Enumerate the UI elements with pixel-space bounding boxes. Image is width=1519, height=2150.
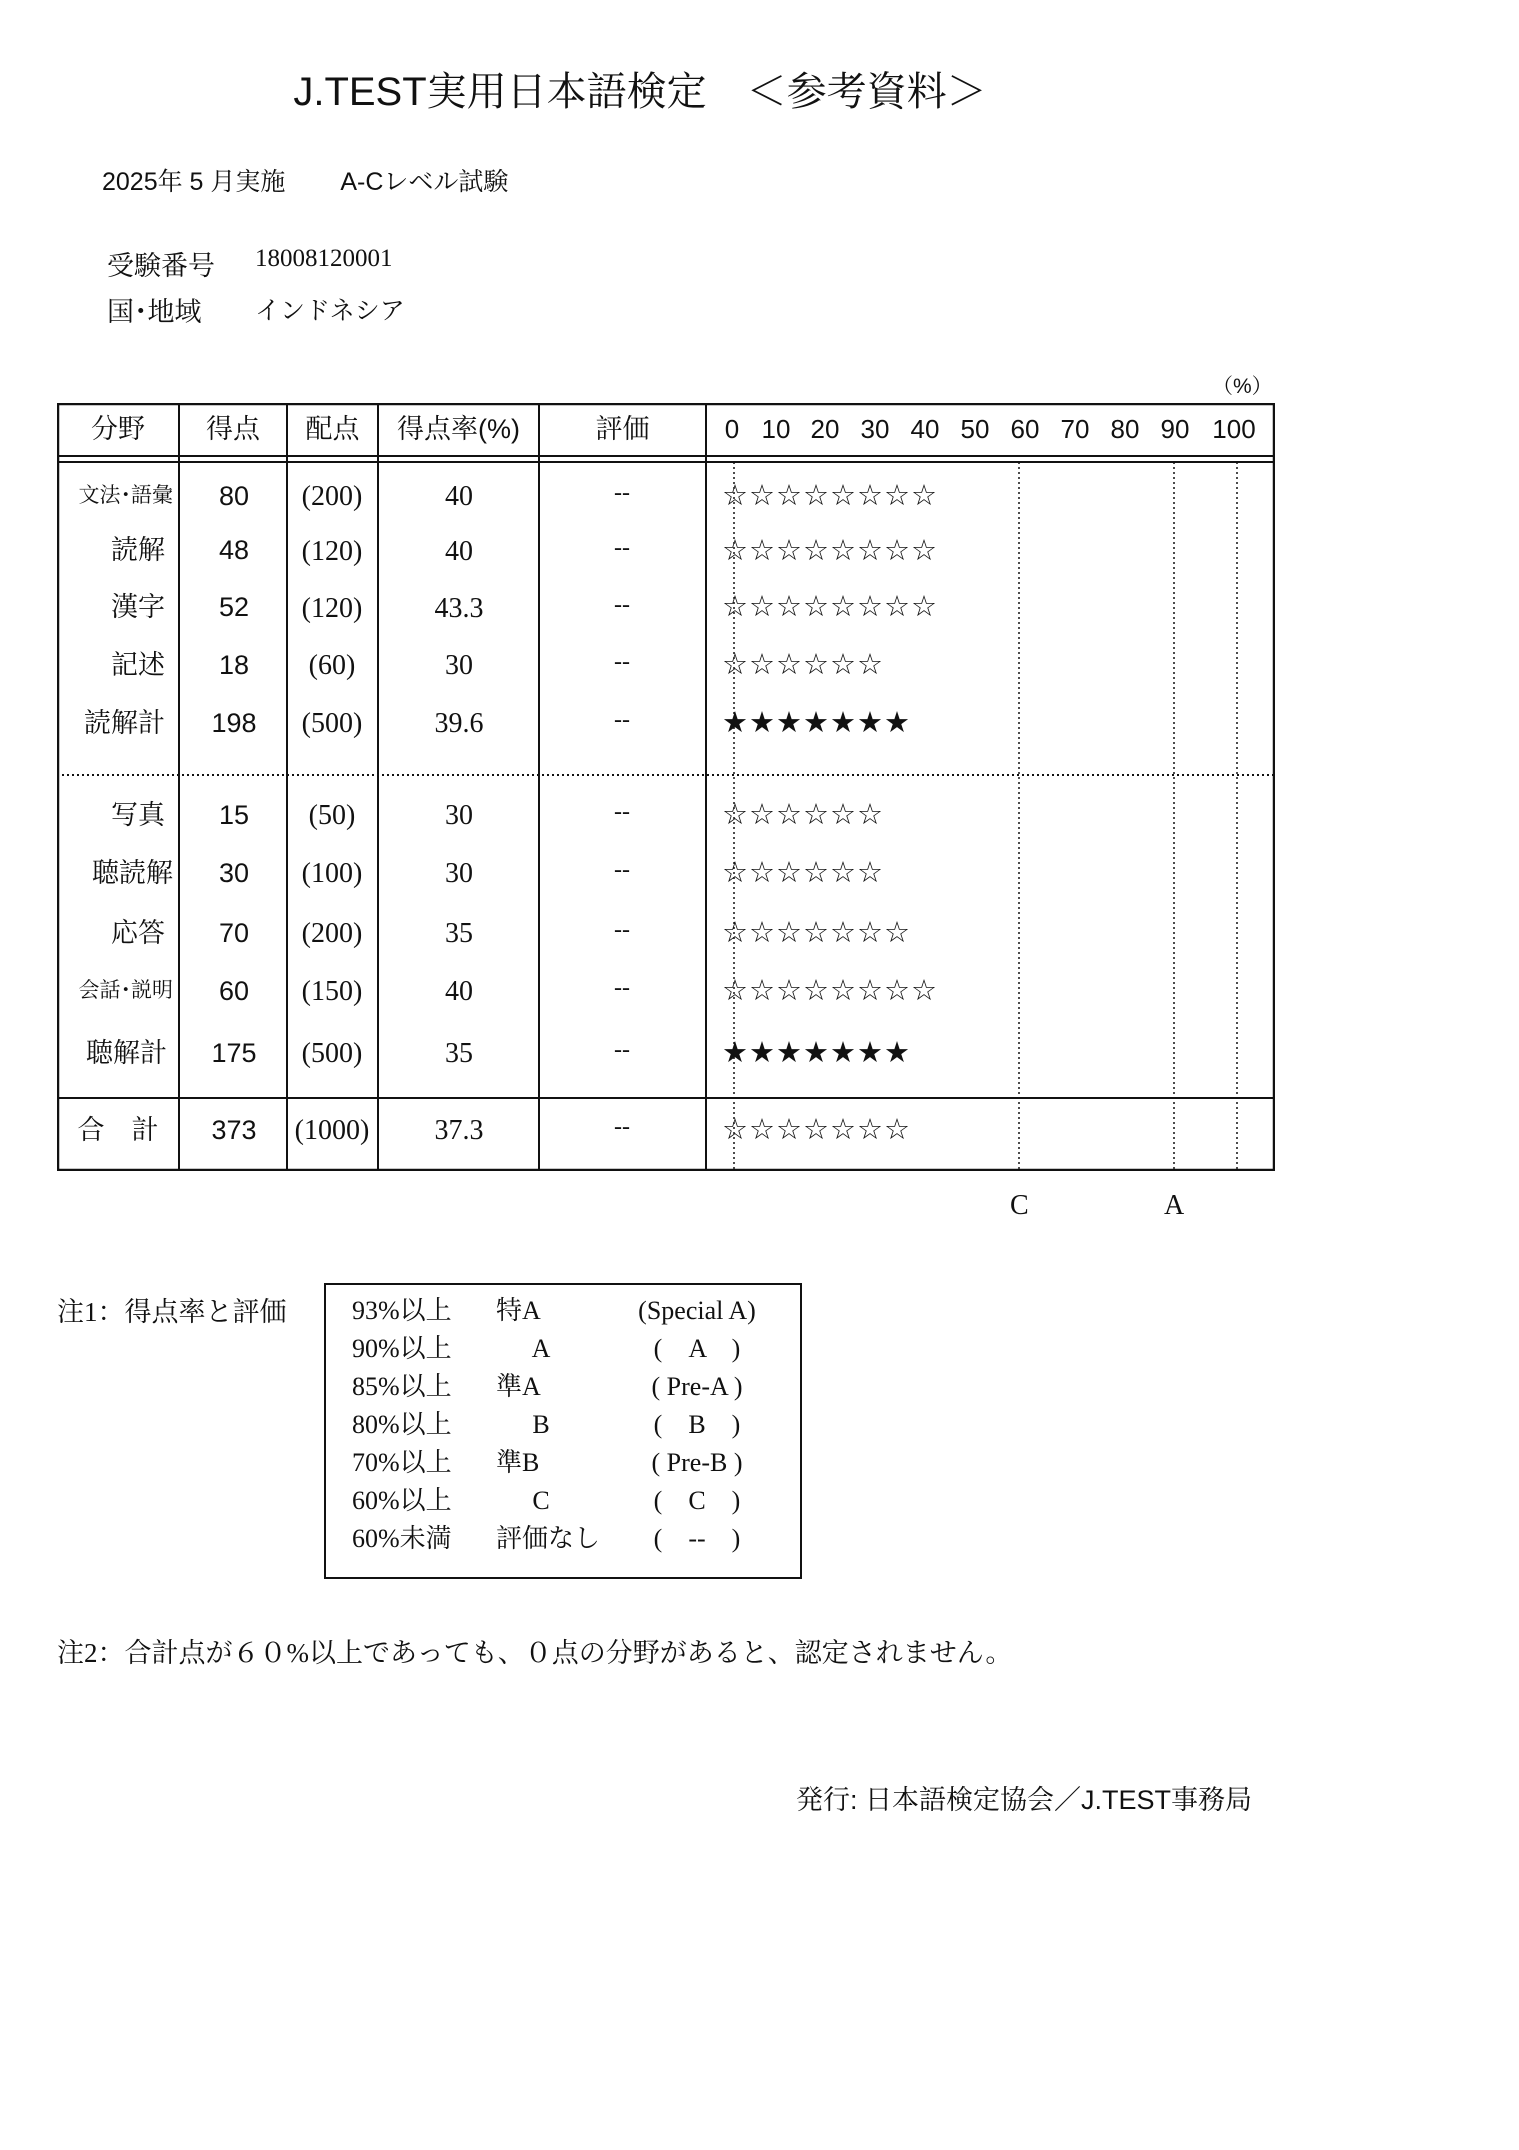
star-bar: ☆☆☆☆☆☆ [722, 857, 884, 889]
scale-tick: 70 [1060, 414, 1090, 444]
field-label: 聴解計 [86, 1038, 167, 1068]
legend-pct: 60%以上 [352, 1486, 452, 1515]
field-label: 読解計 [84, 708, 165, 738]
grade-marker-a: A [1164, 1190, 1185, 1221]
rate-value: 40 [445, 536, 473, 567]
scale-tick: 0 [724, 414, 740, 444]
rate-value: 40 [445, 481, 473, 512]
star-bar: ★★★★★★★ [722, 1037, 911, 1069]
field-label: 漢字 [111, 592, 165, 622]
legend-english: ( A ) [653, 1334, 741, 1363]
exam-info [102, 162, 556, 198]
max-value: (150) [301, 976, 363, 1007]
total-score: 373 [211, 1115, 257, 1145]
max-value: (200) [301, 918, 363, 949]
rate-value: 40 [445, 976, 473, 1007]
legend-english: ( C ) [653, 1486, 741, 1515]
max-value: (200) [301, 481, 363, 512]
field-label: 会話･説明 [78, 979, 173, 1002]
rate-value: 30 [445, 650, 473, 681]
total-grade: -- [614, 1114, 630, 1140]
total-max: (1000) [294, 1115, 370, 1146]
rate-value: 35 [445, 1038, 473, 1069]
legend-pct: 60%未満 [352, 1524, 452, 1553]
score-value: 52 [218, 592, 250, 622]
legend-english: (Special A) [638, 1296, 756, 1325]
star-bar: ★★★★★★★ [722, 707, 911, 739]
field-label: 文法･語彙 [78, 484, 173, 507]
max-value: (120) [301, 593, 363, 624]
legend-english: ( Pre-A ) [651, 1372, 743, 1401]
max-value: (500) [301, 1038, 363, 1069]
note1-label: 注1：得点率と評価 [57, 1297, 287, 1327]
scale-tick: 100 [1212, 414, 1256, 444]
percent-unit: （%） [1212, 375, 1273, 398]
rate-value: 30 [445, 858, 473, 889]
publisher: 発行: 日本語検定協会／J.TEST事務局 [796, 1785, 1253, 1815]
grade-value: -- [614, 480, 630, 506]
legend-grade: A [531, 1334, 551, 1363]
header-rate: 得点率(%) [397, 414, 520, 444]
page-title: J.TEST実用日本語検定 ＜参考資料＞ [293, 70, 987, 114]
scale-tick: 60 [1010, 414, 1040, 444]
star-bar: ☆☆☆☆☆☆☆☆ [722, 975, 938, 1007]
legend-grade: 準B [496, 1448, 540, 1477]
max-value: (500) [301, 708, 363, 739]
legend-grade: B [532, 1410, 550, 1439]
country-label: 国･地域 [107, 297, 202, 327]
field-label: 応答 [111, 918, 165, 948]
score-value: 48 [218, 535, 250, 565]
score-value: 30 [218, 858, 250, 888]
field-label: 記述 [111, 650, 165, 680]
header-max: 配点 [305, 414, 360, 444]
candidate-number-label: 受験番号 [107, 251, 215, 281]
scale-tick: 30 [860, 414, 890, 444]
field-label: 写真 [111, 800, 165, 830]
grade-value: -- [614, 1037, 630, 1063]
rate-value: 35 [445, 918, 473, 949]
legend-grade: 準A [496, 1372, 541, 1401]
star-bar: ☆☆☆☆☆☆☆☆ [722, 535, 938, 567]
max-value: (60) [308, 650, 356, 681]
grade-value: -- [614, 975, 630, 1001]
legend-english: ( B ) [653, 1410, 741, 1439]
legend-pct: 85%以上 [352, 1372, 452, 1401]
max-value: (120) [301, 536, 363, 567]
rate-value: 30 [445, 800, 473, 831]
header-field: 分野 [91, 414, 145, 444]
star-bar: ☆☆☆☆☆☆ [722, 649, 884, 681]
field-label: 聴読解 [92, 858, 173, 888]
legend-pct: 70%以上 [352, 1448, 452, 1477]
legend-grade: 特A [496, 1296, 541, 1325]
score-value: 70 [218, 918, 250, 948]
note2: 注2：合計点が６０%以上であっても、０点の分野があると、認定されません。 [57, 1638, 1013, 1668]
grade-value: -- [614, 917, 630, 943]
total-rate: 37.3 [434, 1115, 484, 1146]
exam-date: 2025年 5 月実施 [102, 168, 286, 196]
star-bar: ☆☆☆☆☆☆ [722, 799, 884, 831]
header-grade: 評価 [595, 414, 650, 444]
legend-pct: 90%以上 [352, 1334, 452, 1363]
grade-marker-c: C [1010, 1190, 1029, 1221]
scale-tick: 90 [1160, 414, 1190, 444]
score-value: 60 [218, 976, 250, 1006]
country-value: インドネシア [255, 298, 405, 325]
grade-value: -- [614, 592, 630, 618]
scale-tick: 10 [761, 414, 791, 444]
scale-tick: 20 [810, 414, 840, 444]
max-value: (100) [301, 858, 363, 889]
scale-tick: 40 [910, 414, 940, 444]
legend-grade: C [532, 1486, 550, 1515]
legend-pct: 80%以上 [352, 1410, 452, 1439]
legend-english: ( Pre-B ) [651, 1448, 743, 1477]
grade-value: -- [614, 799, 630, 825]
legend-pct: 93%以上 [352, 1296, 452, 1325]
score-value: 80 [218, 481, 250, 511]
grade-value: -- [614, 649, 630, 675]
candidate-number: 18008120001 [255, 245, 393, 272]
field-label: 読解 [111, 535, 165, 565]
score-value: 18 [218, 650, 250, 680]
exam-level: A-Cレベル試験 [340, 168, 509, 196]
grade-value: -- [614, 857, 630, 883]
total-label: 合 計 [77, 1115, 159, 1145]
rate-value: 39.6 [434, 708, 484, 739]
star-bar: ☆☆☆☆☆☆☆☆ [722, 591, 938, 623]
score-value: 198 [211, 708, 257, 738]
legend-grade: 評価なし [496, 1524, 601, 1553]
star-bar: ☆☆☆☆☆☆☆☆ [722, 480, 938, 512]
grade-value: -- [614, 535, 630, 561]
score-value: 175 [211, 1038, 257, 1068]
star-bar: ☆☆☆☆☆☆☆ [722, 917, 911, 949]
scale-tick: 50 [960, 414, 990, 444]
legend-english: ( -- ) [653, 1524, 741, 1553]
rate-value: 43.3 [434, 593, 484, 624]
total-star-bar: ☆☆☆☆☆☆☆ [722, 1114, 911, 1146]
header-score: 得点 [206, 414, 260, 444]
grade-value: -- [614, 707, 630, 733]
score-value: 15 [218, 800, 250, 830]
scale-tick: 80 [1110, 414, 1140, 444]
max-value: (50) [308, 800, 356, 831]
